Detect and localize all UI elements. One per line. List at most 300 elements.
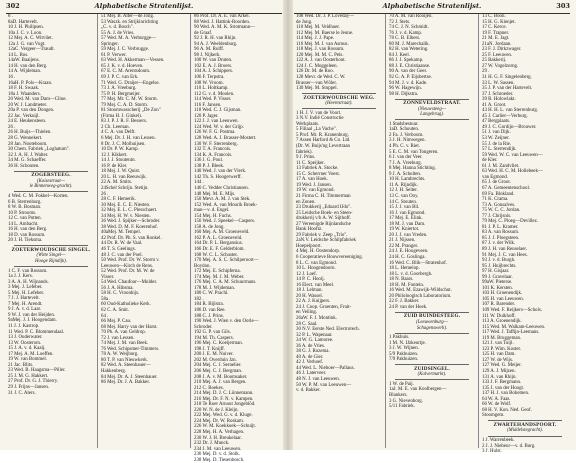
directory-entry: 34 M. G. Schaeffer. [8, 158, 47, 164]
directory-entry: 2 Ch. Leeman. [101, 124, 130, 130]
directory-entry: 14aW. Baaijens. [8, 58, 40, 64]
right-page-number: 303 [556, 2, 570, 10]
directory-entry: 97 H. Gisjaar. [482, 269, 510, 275]
directory-entry: v. d. Bakker. [296, 388, 321, 394]
directory-entry: fabriek). [296, 149, 313, 155]
directory-entry: 117 Wed. J. Taffijn-Leemans. [482, 330, 540, 336]
directory-entry: 119 M. Bruggeman. [482, 335, 522, 341]
directory-entry: 40 A. de Gier. [296, 354, 324, 360]
directory-entry: Werkplaats. [296, 121, 320, 127]
directory-entry: 83 A. van Rossum. [482, 230, 520, 236]
directory-entry: 55 A. J. de Vries. [101, 30, 135, 36]
directory-entry: 70 Ph. A. van Geldrop. [101, 330, 146, 336]
directory-entry: 9 J. A. v. d. Laar. [8, 307, 42, 313]
street-heading: ZUIDSINGEL. [413, 365, 451, 372]
directory-entry: 202 M. Overduin Jzn. [194, 357, 237, 363]
directory-entry: 238 Mej. D. Tiesenbosch. [194, 457, 245, 463]
directory-entry: 5 Filiaal „La Vache". [296, 127, 338, 133]
directory-entry: 182 . [194, 296, 204, 302]
directory-entry: 16 P. de Kler. [101, 163, 128, 169]
directory-entry: 44 Wed. L. Nieboer—Pallaus. [296, 365, 355, 371]
directory-entry: 81 Stoomwasscherij „De Zon" [101, 108, 161, 114]
book-gutter [283, 0, 293, 450]
directory-entry: Schroder. [194, 324, 213, 330]
directory-entry: 26aW. F. J. Montink. [296, 315, 337, 321]
directory-entry: 24 E. Heukensteen. [8, 119, 47, 125]
directory-entry: 4 C. A. van Delft. [101, 130, 136, 136]
directory-entry: 61 J. M. Zandvliet. [482, 163, 520, 169]
directory-entry: „C. v. d. Bosch". [101, 25, 134, 31]
directory-entry: 86 J. J. Spekamp. [389, 58, 424, 64]
directory-entry: 12 J. Loef. [296, 271, 317, 277]
directory-entry: 42 Prof. Dr. Ph. S. van Ronkel. [101, 235, 162, 241]
directory-entry: 18 N. Baars. [389, 277, 414, 283]
directory-entry: 5 E. C. M. van Tongeren. [389, 149, 439, 155]
directory-entry: 192 G. P. van Gils. [194, 330, 231, 336]
directory-entry: 30 N.V. Eerste Ned. Electrotech. [296, 327, 360, 333]
directory-entry: 24 J. Coop. Groenten, Fruit- [296, 304, 352, 310]
street-heading: ZUID BUINDESTEEG. [403, 313, 461, 320]
directory-entry: 220 W. N. de J. Kleijn. [194, 407, 239, 413]
directory-entry: 11 Wed. P. C. Blommendaal. [8, 329, 65, 335]
directory-entry: 27 Vereenigde Rijnlandsche [296, 221, 351, 227]
directory-entry: 19 W. van Egmond. [296, 188, 335, 194]
directory-entry: 174 Mej. M. J. M. Weber. [194, 274, 245, 280]
directory-entry: 35 J. P. van der Hartevelt. [482, 86, 533, 92]
directory-entry: 1 W. de Paij. [389, 381, 414, 387]
directory-entry: 146 C. Vedder Christiansen. [194, 185, 249, 191]
directory-entry: 127 Wed. G. Meijer. [482, 363, 522, 369]
directory-entry: 124 Wed. W. v. der Grijp. [194, 124, 244, 130]
directory-entry: 101 K. Kersten. [482, 285, 513, 291]
directory-entry: 164 Dr. P. L. Bergansius. [194, 241, 243, 247]
directory-entry: 26 H. Buijs—Thielen. [8, 130, 52, 136]
directory-entry: 40aMej. M. Tempel. [101, 230, 141, 236]
directory-entry: 29 . [482, 69, 490, 75]
street-subheading: (Heerestraat). [325, 101, 353, 107]
directory-entry: 114 Mej. J. J. Pape. [296, 36, 335, 42]
directory-entry: 17 C. Kerce. [482, 25, 507, 31]
directory-entry: 123 P. Wim. Koster. [482, 346, 522, 352]
left-column-2 [97, 14, 190, 448]
directory-entry: 59 Mej. J. C. Verbrugge. [101, 47, 149, 53]
street-subheading: Langebrug). [420, 112, 444, 118]
street-heading: ZOGERSTEEG. [31, 172, 71, 179]
directory-entry: 89 J. H. van Reuselaer. [482, 246, 527, 252]
directory-entry: 25 F. Leeuwen. [482, 52, 513, 58]
section-rule [488, 436, 562, 437]
directory-entry: 14 H. van den Berg. [8, 63, 48, 69]
directory-entry: 121 J. van Tuijl. [482, 341, 514, 347]
directory-entry: 8 Mej. Hanna Stichting. [389, 166, 436, 172]
directory-entry: 15 H. G. Kienjet. [482, 19, 516, 25]
street-subheading: Schagenswerk). [416, 325, 448, 331]
directory-entry: 46 J. Laterveer. [296, 371, 327, 377]
directory-entry: 21 M. E. Jagt. [482, 36, 510, 42]
directory-entry: 74 Mej. J. M. van Beek. [101, 341, 149, 347]
directory-entry: 26 . [101, 191, 109, 197]
directory-entry: 204 Mej. C. J. Sernelier. [194, 363, 242, 369]
directory-entry: 71 K. Crama. [482, 197, 509, 203]
directory-entry: 14 L. Ambacht. [8, 221, 39, 227]
directory-entry: 31 J. C. Alers. [8, 390, 36, 396]
directory-entry: 13 J. Ouderwater. [8, 335, 43, 341]
directory-entry: 34 Mej. H. W. v. Niesten. [101, 213, 151, 219]
directory-entry: 9aMej. J. J. Hoogendam. [8, 318, 57, 324]
directory-entry: 122 J. J. van Leeuwen. [194, 119, 239, 125]
directory-entry: 122 A. J. van Oosterhout. [296, 58, 346, 64]
directory-entry: 47 Bergplaats. [482, 119, 511, 125]
directory-entry: 120 P. Jager. [194, 113, 219, 119]
directory-entry: 1 M. N. IJzkeurtje. [389, 340, 426, 346]
directory-entry: 112 G. v. d. Moolen. [194, 91, 235, 97]
directory-entry: 61 P. Verwer. [101, 52, 127, 58]
directory-entry: 7/9 Pakhuizen. [389, 357, 419, 363]
directory-entry: 168 W. C. L. Schuster. [194, 252, 239, 258]
directory-entry: 36 A. de Vries. [296, 343, 326, 349]
directory-entry: 20 H. Wassel. [296, 293, 323, 299]
street-subheading: (Kolvermarkt). [417, 372, 447, 378]
directory-entry: 8 L. C. van Egmond. [296, 260, 337, 266]
directory-entry: 31 H. G. F. Singelenberg. [482, 75, 532, 81]
directory-entry: 64 . [101, 313, 109, 319]
directory-entry: 20 W. J. Landmeter. [8, 102, 48, 108]
directory-entry: 142 Th. S. Hoogerwerff. [194, 174, 242, 180]
directory-entry: 30 Chem. Fabriek „Loghatum". [8, 147, 70, 153]
directory-entry: 3 J. Hulst. [482, 449, 502, 455]
directory-entry: 152 Wed. A. van Mourik Broek- [194, 202, 258, 208]
directory-entry: 82 H. van Wetering. [389, 47, 429, 53]
directory-entry: 28 C. Saal. [296, 321, 318, 327]
directory-entry: 224 Mej. Dr. W. Roskam. [194, 418, 244, 424]
directory-entry: 135 J. van der Hoogt. [482, 385, 525, 391]
directory-entry: 150 Mevr. A. M. J. van Stek. [194, 197, 251, 203]
directory-entry: 50 Wed. Prof. Dr. W. Storm v. [101, 258, 160, 264]
directory-entry: 130 Mej. M. Stoppel. [296, 86, 338, 92]
directory-entry: 4 Wed. C. M. Fokkel—Korten. [8, 193, 69, 199]
directory-entry: 102 E. A. J. Broers. [194, 63, 233, 69]
directory-entry: 28 Jan. Nooteboom. [8, 141, 48, 147]
directory-entry: 1 J. Warrenbeek. [482, 438, 515, 444]
directory-entry: 196 Mej. C. Koeijerman. [194, 341, 243, 347]
directory-entry: 18 H. M. Fontein. [389, 282, 425, 288]
directory-entry: 10 J. H. Philipsen. [8, 25, 44, 31]
directory-entry: 108 Wed. Dr. J. P. Loveday— [296, 14, 355, 19]
directory-entry: 57 L. Sterrendijk. [482, 147, 517, 153]
directory-entry: 134 K. A. Francois. [194, 152, 233, 158]
directory-entry: 126 W. F. G. Postma. [194, 130, 236, 136]
directory-entry: 51 J. van Dijk. [482, 130, 511, 136]
directory-entry: 14 P. C. Hooij. [296, 277, 325, 283]
directory-entry: 16 Elect. van Meel. [296, 282, 335, 288]
directory-entry: 23 Drukkerij „Eduard IJdo". [296, 205, 352, 211]
directory-entry: 5 Prof. Mr. R. Kranenburg. [296, 132, 349, 138]
directory-entry: 186 D. van Ree. [194, 307, 226, 313]
directory-entry: (Dr. W. Buijs'ng Levertraan [296, 144, 350, 150]
directory-entry: 90 A. van der Geer. [389, 69, 428, 75]
directory-entry: 107 R. Barender. [482, 302, 516, 308]
directory-entry: 133 J. F. Bergmann. [482, 380, 522, 386]
right-page [288, 0, 576, 455]
right-column-2 [385, 14, 478, 448]
directory-entry: 80 M. J. Marechalik. [389, 41, 430, 47]
directory-entry: man—v. d. Engel. [194, 208, 230, 214]
directory-entry: 73 A. Gonsalves. [482, 202, 516, 208]
directory-entry: 96 A. M. Rolff. [194, 47, 225, 53]
directory-entry: 17 A. van Hoek. [296, 177, 328, 183]
directory-entry: 24 J. E. Hoogeveen. [389, 249, 429, 255]
directory-entry: 38 Wed. D. M. F. Koerenhof. [101, 224, 158, 230]
directory-entry: 68 Mej. Harry van der Harst. [101, 324, 158, 330]
directory-entry: 5 Mej. H. Lefeber. [8, 290, 45, 296]
directory-entry: 10 Dr. P. W. Kamp. [101, 147, 139, 153]
section-rule [302, 93, 376, 94]
directory-entry: Boydon. [194, 263, 211, 269]
directory-entry: 95 J. Huijbrechts. [482, 263, 517, 269]
directory-entry: 118 Wed. C. J. Gijsman. [194, 108, 242, 114]
directory-entry: 20 J. J. van Vreden. [389, 232, 428, 238]
directory-entry: 86 Prof. Dr. A. E. van Arkel. [194, 14, 250, 19]
directory-entry: 11 C. Speijker. [296, 160, 325, 166]
directory-entry: 78 C. B. Elbers. [389, 36, 421, 42]
directory-entry: 42 J. Verhoef. [296, 360, 324, 366]
directory-entry: 8 Dr. J. C. Molhuijsen. [101, 141, 146, 147]
directory-entry: 222 Mej. Wed. G. v. d. Kluge. [194, 413, 253, 419]
directory-entry: 124 J. C. Moggeleen. [296, 63, 338, 69]
directory-entry: Blankers. [389, 393, 408, 398]
directory-entry: 94 M. J. v. d. Kade. [389, 80, 428, 86]
directory-entry: 74 C. J. N. Schmidt. [389, 25, 429, 31]
directory-entry: 111 W. Duikhoff. [482, 313, 516, 319]
directory-entry: 87 J. v. der Wilk. [482, 241, 516, 247]
directory-entry: 90 Wed. A. M. K. Strotmann— [194, 25, 256, 31]
directory-entry: 18 F. H. Swaak. [8, 86, 40, 92]
directory-entry: 92 J. R. H. van Rhijn. [194, 36, 237, 42]
directory-entry: 1 Pakhuis. [389, 335, 410, 341]
directory-entry: 21 J. Nijssen. [389, 238, 416, 244]
directory-entry: 162 P. A. L. Groeneveld. [194, 235, 243, 241]
directory-entry: 53 Waszk. en Strijkinrichting [101, 19, 159, 25]
directory-entry: 158 A. de Jong. [194, 224, 225, 230]
directory-entry: Hakkenberg. [101, 369, 127, 374]
directory-entry: 18 J. Lelman. [296, 288, 323, 294]
directory-entry: 180 C. W. Prachl. [194, 291, 229, 297]
directory-entry: 103 H. Groenendijk. [482, 291, 523, 297]
directory-entry: 78 A. W. Weijburg. [101, 352, 139, 358]
directory-entry: 25 J. M. G. Hakkert. [8, 373, 49, 379]
directory-entry: 70 A. M. van Rooijen. [389, 14, 433, 19]
directory-entry: 79 Mej. C. Ploeg—Devillez. [482, 219, 538, 225]
directory-entry: 10 P. Strooms. [8, 210, 37, 216]
right-page-title: Alphabetische Stratenlijst. [382, 2, 482, 10]
directory-entry: 25 Bakkerij. [482, 58, 507, 64]
directory-entry: 79 Mej. C. A. D. Storm. [101, 102, 149, 108]
directory-entry: 130 W. F. Sterrenberg. [194, 141, 238, 147]
right-page-header [294, 2, 570, 12]
directory-entry: 84 Mej. Dr. A. J. Steenhauer. [101, 374, 158, 380]
directory-entry: 22 M. Pranger. [389, 243, 419, 249]
directory-entry: 17 Mej. E. Elink. [389, 216, 423, 222]
directory-entry: 1aJ. M. E. van Koolbergen— [389, 387, 447, 393]
directory-entry: 24 H. C. Goslinga. [389, 254, 426, 260]
directory-entry: 37 J. Schroeder. [482, 91, 514, 97]
directory-entry: 8aD. Hartevelt. [8, 19, 39, 25]
left-page-number: 302 [6, 2, 20, 10]
directory-entry: 3 G. Nievenborg. [389, 398, 423, 404]
directory-entry: 216 Mej. Dr. F. N. v. Kampen. [194, 396, 254, 402]
directory-entry: 125 H. van Dam. [482, 352, 516, 358]
directory-entry: 98 H. Dijkstra. [389, 91, 419, 97]
directory-entry: 76 Wed. Schipsmer-Timmers. [101, 346, 160, 352]
directory-entry: 32 P. L. Wapenaar. [296, 332, 333, 338]
directory-entry: 54 Wed. Chaufour—Mulder. [101, 280, 158, 286]
directory-entry: 128 Mevr. de Wed. C. W. [296, 75, 346, 81]
directory-entry: 108 W. Vroom. [194, 80, 224, 86]
directory-entry: 18 D. van Rossum. [8, 232, 46, 238]
directory-entry: 36 H. Schouten. [8, 163, 40, 169]
directory-entry: 81 J. P. L. Kramer. [482, 224, 519, 230]
directory-entry: 178 M. J. Wijdeman. [194, 285, 236, 291]
directory-entry: 172 Mej. E. Schipferna. [194, 269, 241, 275]
directory-entry: 16 . [8, 75, 16, 81]
directory-entry: 176 Mej. C. A. M. Schuurmans. [194, 280, 257, 286]
directory-entry: 9 W. J. van der Heijden. [8, 312, 55, 318]
directory-entry: 19 W. Kniertot. [389, 227, 420, 233]
directory-entry: 129 A. J. Mijzen. [482, 369, 516, 374]
directory-entry: 19 Wed. J. Jansen. [296, 182, 332, 188]
directory-entry: 13 W. Oosterom. [8, 340, 42, 346]
directory-entry: 68 H. V. Kon. Ned. Geof. [482, 407, 532, 413]
directory-entry: 39 R. Holowlakt. [482, 97, 516, 103]
street-subheading: (Leeuwenburg— [416, 319, 448, 325]
directory-entry: 166 Dr. E. F. Gelderblom. [194, 246, 245, 252]
section-rule [14, 191, 88, 192]
street-subheading: le Binnenweg-gracht). [29, 184, 73, 190]
directory-entry: 3 J. H. Nimwegen. [389, 138, 426, 144]
directory-entry: 48 N. J. van Leeuwen. [296, 377, 340, 382]
directory-entry: 94 A. J. Weeldenburg. [194, 41, 238, 47]
street-subheading: (Koisestraat— [37, 178, 65, 184]
directory-entry: van Egmond. [482, 174, 509, 180]
directory-entry: 6 Mej. Dr. J. H. van Lessen. [101, 136, 156, 142]
directory-entry: 3 Mej. J. Lefeber. [8, 285, 43, 291]
directory-entry: 160 Mej. A. M. Groeneveld. [194, 230, 250, 236]
directory-entry: 18 M. J. van Dam. [389, 221, 426, 227]
directory-entry: 88 J. E. Christiaanse. [389, 63, 431, 69]
directory-entry: 12 Mej. A. C. Witvliet. [8, 36, 53, 42]
directory-entry: 30 Mej. E. C. E. Niesten. [101, 202, 151, 208]
directory-entry: 154 Mej. H. Fuchs. [194, 213, 232, 219]
directory-entry: 6 J. van der Veer. [389, 155, 423, 161]
directory-entry: 15 J. A. v. d. Kaaij. [8, 346, 46, 352]
right-page-columns [293, 14, 571, 455]
directory-entry: 25 Leidsche Boek- en Steen- [296, 210, 353, 216]
street-subheading: (Witte Singel— [36, 253, 66, 259]
directory-entry: 188 C. J. Prins. [194, 313, 224, 319]
directory-entry: Hoepelpoort. [296, 243, 322, 249]
directory-entry: 67 A. Gemeentenschool. [482, 185, 531, 191]
directory-entry: 1 Stadsbestuur. [389, 121, 419, 127]
directory-entry: 66 Mej. P. Cau. [101, 319, 132, 325]
directory-entry: 210 Mej. A. J. van Bergen. [194, 380, 247, 386]
directory-entry: 33 L. W. Sassen. [482, 80, 515, 86]
directory-entry: (Firma H. J. Ginkel). [101, 113, 143, 119]
directory-entry: Bank Hooftz. [296, 227, 323, 233]
directory-entry: 98 J. Nijkerk. [194, 52, 221, 58]
directory-entry: Brasser—van Wöler. [296, 80, 337, 86]
directory-entry: 137 H. J. van Bohemen. [482, 391, 530, 397]
directory-entry: 15 C. Scherrner Voest. [296, 171, 340, 177]
directory-entry: 20 Philoloogisch Laboratorium. [389, 293, 452, 299]
directory-entry: 112 Mej. M. Baerse le Jeune. [296, 30, 354, 36]
directory-entry: 132 T. A. Francois. [194, 147, 232, 153]
directory-entry: 218 Te Roer Arnout Jongeblöd. [194, 402, 256, 408]
directory-entry: 136 J. G. Poul. [194, 158, 224, 164]
directory-entry: 59 Wed. W. C. van Leeuwen— [482, 152, 543, 158]
directory-entry: 156 Wed. J. Speekel—Caspers. [194, 219, 256, 225]
directory-entry: 65 J. de Groot. [482, 180, 511, 186]
directory-entry: 80 T. P. van Nieuwkerk. [101, 357, 148, 363]
directory-entry: 29 J. Frijns—Jansen. [8, 385, 50, 390]
directory-entry: drukkerij v/h A. W. Sijthoff. [296, 216, 351, 222]
directory-entry: 9 J. Prins. [296, 155, 316, 161]
directory-entry: 12 J. H. Selter. [389, 188, 418, 194]
directory-entry: 22 F. J. Bakker. [389, 299, 420, 305]
directory-entry: 69 J. P. C. van Erk. [101, 75, 139, 81]
directory-entry: 56 J. A. Hibsma. [101, 285, 134, 291]
street-subheading: (Nieuwsteeg— [418, 106, 446, 112]
directory-entry: 1a J. J. Kers. [8, 274, 33, 280]
directory-entry: 232 Dr. J. Munck. [194, 441, 230, 447]
directory-entry: 115 Wed. M. Walkam-Leeuwen. [482, 324, 546, 330]
left-page-columns [5, 14, 283, 463]
directory-entry: Stoomgem. [482, 413, 505, 419]
section-rule [395, 379, 469, 380]
street-heading: ZWARTEHANDSPOORT. [493, 421, 557, 428]
directory-entry: 32 Mej. E. L. C. Plesschaert. [101, 208, 158, 214]
directory-entry: 22 A. J. Kuijpers. [296, 299, 331, 305]
directory-entry: 60 Oud-Katholieke Kerk. [101, 302, 151, 308]
directory-entry: 7 Mej. H. Arendt. [8, 301, 43, 307]
directory-entry: 28 G. Wennekert. [8, 136, 43, 142]
directory-entry: 45 J. Carlier—Verburg. [482, 113, 528, 119]
directory-entry: 16aH. P. Pols—Kraan. [8, 80, 53, 86]
directory-entry: 8 . [8, 14, 13, 19]
directory-entry: 13 C. van Ooy. [389, 193, 419, 199]
directory-entry: 10 L. Hoogendoorn. [296, 266, 336, 272]
directory-entry: 20 Wed. M. van Dam—Cline. [8, 97, 67, 103]
directory-entry: 32 J. A. H. J. Walter. [8, 152, 49, 158]
directory-entry: 106 F. Terpstra. [194, 75, 225, 81]
directory-entry: 18 Mej. J. W. Quist. [101, 169, 141, 175]
directory-entry: 23 Wed. B. Haagsma—Piller. [8, 368, 66, 374]
directory-entry: 29 Fabriek v. Zeep „Trio". [296, 232, 348, 238]
directory-entry: 43 H. H. L. van Sterrenburg. [482, 108, 539, 114]
directory-entry: Springer. [101, 41, 119, 47]
directory-entry: 10 H. Lambrechts. [389, 177, 426, 183]
directory-entry: 11 J. J. Kastrop. [8, 323, 40, 329]
section-rule [395, 333, 469, 334]
directory-entry: 53 W. Zeijner. [482, 136, 510, 142]
directory-entry: 75 W. C. C. Jordan. [482, 208, 521, 214]
directory-entry: 83 J. P. J. R. F. Bessers. [101, 119, 148, 125]
directory-entry: 18a J. Waanders. [8, 91, 41, 97]
directory-entry: 13 C. Boon. [482, 14, 506, 19]
directory-entry: 127 W. de Wijs. [482, 357, 514, 363]
directory-entry: 11 A. Rijndijk. [389, 182, 418, 188]
directory-entry: 5/9 Pakhuizen. [389, 351, 419, 357]
directory-entry: de Jong. [296, 19, 313, 25]
